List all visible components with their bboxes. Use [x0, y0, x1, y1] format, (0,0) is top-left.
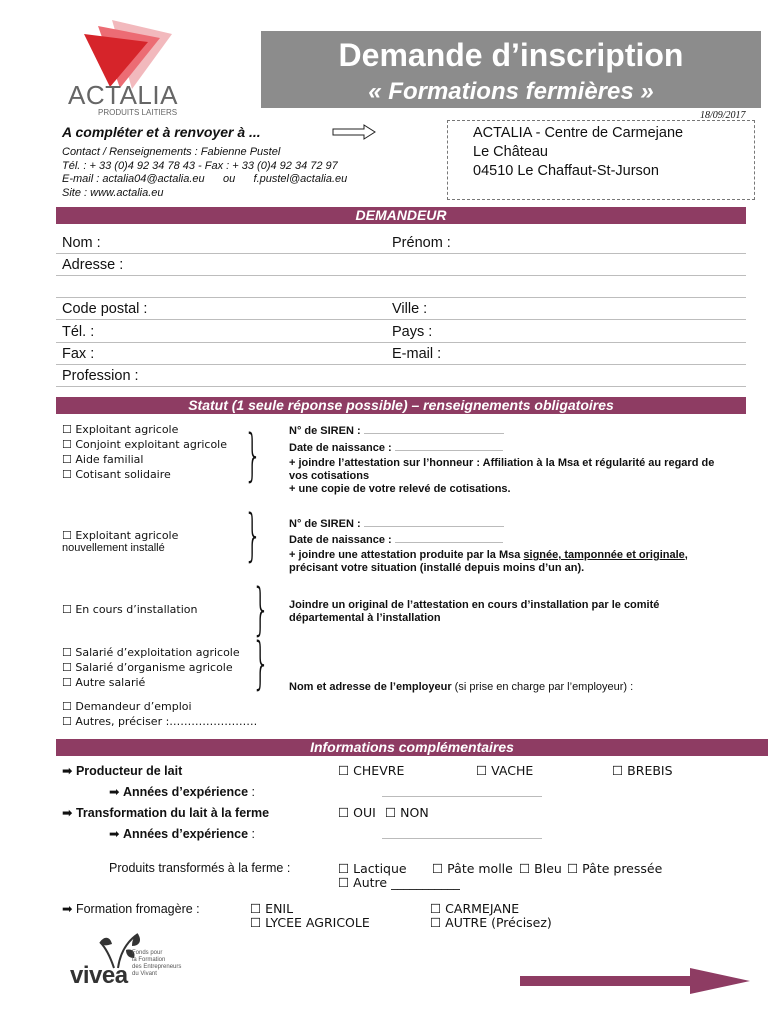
- page-subtitle: « Formations fermières »: [368, 78, 654, 105]
- arrow-right-icon: ➡: [62, 901, 73, 916]
- divider: [56, 319, 746, 320]
- checkbox-salarie-exploitation[interactable]: ☐ Salarié d’exploitation agricole: [62, 646, 240, 659]
- naissance-label: Date de naissance :: [289, 440, 503, 454]
- section-bar-infos: Informations complémentaires: [56, 739, 768, 756]
- statut-group-3-note: Joindre un original de l’attestation en cours d’installation par le comité départemental à l’installation: [289, 599, 660, 624]
- checkbox-autres[interactable]: ☐ Autres, préciser :……………………: [62, 715, 258, 728]
- contact-line: E-mail : actalia04@actalia.eu ou f.pustel@actalia.eu: [62, 173, 348, 185]
- address-box: [447, 120, 755, 200]
- checkbox-enil[interactable]: ☐ ENIL: [250, 901, 294, 916]
- label-tel: Tél. :: [62, 324, 95, 340]
- label-pays: Pays :: [392, 324, 433, 340]
- header-box: [261, 31, 761, 108]
- label-adresse: Adresse :: [62, 257, 124, 273]
- checkbox-autre[interactable]: ☐ Autre ___________: [338, 875, 460, 890]
- vivea-name: vivea: [70, 962, 128, 989]
- checkbox-pate-pressee[interactable]: ☐ Pâte pressée: [567, 861, 663, 876]
- brace-icon: }: [244, 423, 262, 488]
- label-profession: Profession :: [62, 368, 139, 384]
- vivea-tagline: Fonds pour la Formation des Entrepreneurs du Vivant: [132, 950, 182, 977]
- checkbox-lactique[interactable]: ☐ Lactique: [338, 861, 407, 876]
- divider: [56, 253, 746, 254]
- checkbox-demandeur-emploi[interactable]: ☐ Demandeur d’emploi: [62, 700, 192, 713]
- checkbox-autre-salarie[interactable]: ☐ Autre salarié: [62, 676, 146, 689]
- checkbox-vache[interactable]: ☐ VACHE: [476, 763, 534, 778]
- arrow-right-icon: ➡: [62, 805, 73, 820]
- arrow-icon: [332, 124, 376, 145]
- divider: [56, 297, 746, 298]
- arrow-right-icon: ➡: [109, 826, 120, 841]
- formation-row: ➡ Formation fromagère :: [62, 901, 200, 916]
- annees-experience-1: ➡ Années d’expérience :: [109, 784, 255, 799]
- form-date: 18/09/2017: [700, 110, 746, 121]
- checkbox-oui[interactable]: ☐ OUI: [338, 805, 376, 820]
- contact-line: Tél. : + 33 (0)4 92 34 78 43 - Fax : + 33 (0)4 92 34 72 97: [62, 159, 338, 172]
- produits-label: Produits transformés à la ferme :: [109, 861, 291, 875]
- divider: [56, 275, 746, 276]
- checkbox-chevre[interactable]: ☐ CHEVRE: [338, 763, 405, 778]
- label-fax: Fax :: [62, 346, 95, 362]
- address-line: ACTALIA - Centre de Carmejane: [473, 125, 684, 141]
- next-page-arrow-icon: [520, 968, 752, 999]
- checkbox-cotisant[interactable]: ☐ Cotisant solidaire: [62, 468, 171, 481]
- checkbox-pate-molle[interactable]: ☐ Pâte molle: [432, 861, 513, 876]
- label-ville: Ville :: [392, 301, 428, 317]
- actalia-logo: [62, 14, 187, 117]
- brace-icon: }: [244, 503, 262, 568]
- annees-input-2[interactable]: [382, 838, 542, 839]
- label-prenom: Prénom :: [392, 235, 451, 251]
- checkbox-aide-familial[interactable]: ☐ Aide familial: [62, 453, 144, 466]
- statut-group-5-options: [62, 699, 257, 729]
- naissance-label: Date de naissance :: [289, 532, 503, 546]
- statut-group-2-options: ☐ Exploitant agricole nouvellement installé: [62, 529, 179, 554]
- contact-heading: A compléter et à renvoyer à ...: [62, 124, 261, 140]
- transformation-row: ➡ Transformation du lait à la ferme: [62, 805, 270, 820]
- divider: [56, 386, 746, 387]
- annees-input-1[interactable]: [382, 796, 542, 797]
- vivea-logo: [70, 928, 200, 992]
- section-bar-demandeur: DEMANDEUR: [56, 207, 746, 224]
- statut-group-2-note: + joindre une attestation produite par la Msa signée, tamponnée et originale, précisant votre situation (installé depuis moins d’un an).: [289, 549, 688, 574]
- checkbox-autre-precisez[interactable]: ☐ AUTRE (Précisez): [430, 915, 552, 930]
- checkbox-brebis[interactable]: ☐ BREBIS: [612, 763, 673, 778]
- divider: [56, 364, 746, 365]
- arrow-right-icon: ➡: [62, 763, 73, 778]
- address-line: Le Château: [473, 144, 548, 160]
- label-code-postal: Code postal :: [62, 301, 148, 317]
- checkbox-carmejane[interactable]: ☐ CARMEJANE: [430, 901, 520, 916]
- section-bar-statut: Statut (1 seule réponse possible) – renseignements obligatoires: [56, 397, 746, 414]
- statut-group-1-note: + joindre l’attestation sur l’honneur : Affiliation à la Msa et régularité au regard de vos cotisations + une copie de votre relevé de cotisations.: [289, 457, 715, 495]
- checkbox-conjoint[interactable]: ☐ Conjoint exploitant agricole: [62, 438, 228, 451]
- checkbox-exploitant[interactable]: ☐ Exploitant agricole: [62, 423, 179, 436]
- divider: [56, 342, 746, 343]
- contact-line: Contact / Renseignements : Fabienne Pustel: [62, 146, 281, 158]
- brace-icon: }: [252, 631, 270, 696]
- contact-line: Site : www.actalia.eu: [62, 186, 164, 199]
- employeur-label: Nom et adresse de l’employeur (si prise en charge par l’employeur) :: [289, 681, 634, 693]
- checkbox-salarie-organisme[interactable]: ☐ Salarié d’organisme agricole: [62, 661, 233, 674]
- annees-experience-2: ➡ Années d’expérience :: [109, 826, 255, 841]
- siren-label: N° de SIREN :: [289, 423, 504, 437]
- checkbox-lycee[interactable]: ☐ LYCEE AGRICOLE: [250, 915, 370, 930]
- label-nom: Nom :: [62, 235, 101, 251]
- label-email: E-mail :: [392, 346, 442, 362]
- checkbox-non[interactable]: ☐ NON: [385, 805, 429, 820]
- brace-icon: }: [252, 577, 270, 642]
- statut-group-4-options: [62, 645, 240, 690]
- checkbox-nouvellement-installe[interactable]: ☐ Exploitant agricole: [62, 529, 179, 542]
- page-title: Demande d’inscription: [338, 37, 684, 73]
- arrow-right-icon: ➡: [109, 784, 120, 799]
- statut-group-1-options: [62, 422, 227, 482]
- siren-label: N° de SIREN :: [289, 516, 504, 530]
- producteur-row: ➡ Producteur de lait: [62, 763, 183, 778]
- checkbox-bleu[interactable]: ☐ Bleu: [519, 861, 562, 876]
- contact-info: [62, 146, 347, 200]
- checkbox-en-cours[interactable]: ☐ En cours d’installation: [62, 603, 198, 616]
- address-line: 04510 Le Chaffaut-St-Jurson: [473, 163, 659, 179]
- actalia-name: ACTALIA: [68, 80, 178, 110]
- actalia-tagline: PRODUITS LAITIERS: [98, 108, 178, 117]
